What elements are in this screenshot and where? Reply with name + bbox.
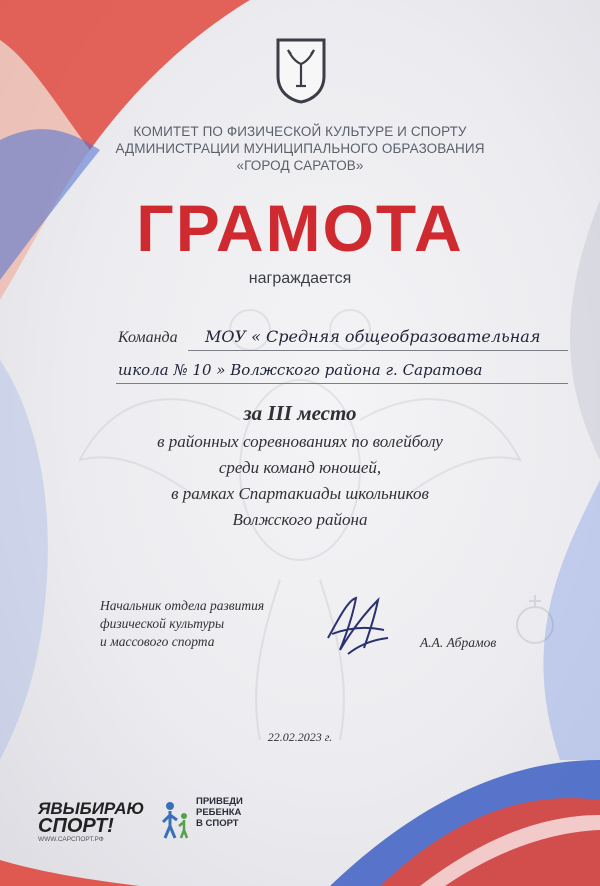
- signature-stamp-icon: [318, 590, 398, 670]
- bring-child-logo-line-2: РЕБЕНКА: [196, 807, 242, 818]
- choose-sport-logo-url: WWW.САРСПОРТ.РФ: [38, 836, 104, 843]
- reason-line-2: среди команд юношей,: [218, 458, 382, 477]
- team-name-line-2: школа № 10 » Волжского района г. Саратова: [118, 361, 483, 379]
- bottom-left-red-ribbon: [0, 860, 140, 886]
- issue-date: 22.02.2023 г.: [267, 730, 333, 744]
- awarded-caption: награждается: [248, 270, 352, 287]
- committee-line-3: «ГОРОД САРАТОВ»: [236, 158, 364, 173]
- signatory-title-line-2: физической культуры: [100, 616, 225, 631]
- committee-line-1: КОМИТЕТ ПО ФИЗИЧЕСКОЙ КУЛЬТУРЕ И СПОРТУ: [133, 124, 467, 139]
- underline-2: [116, 383, 568, 384]
- bring-child-logo: [196, 796, 243, 829]
- certificate-title: ГРАМОТА: [136, 191, 464, 265]
- reason-line-4: Волжского района: [232, 510, 368, 529]
- committee-line-2: АДМИНИСТРАЦИИ МУНИЦИПАЛЬНОГО ОБРАЗОВАНИЯ: [115, 141, 485, 156]
- signatory-name: А.А. Абрамов: [420, 635, 497, 650]
- parent-child-icon: [160, 800, 194, 840]
- choose-sport-logo-line-2: СПОРТ!: [38, 815, 114, 837]
- signatory-title-line-1: Начальник отдела развития: [100, 598, 265, 613]
- reason-line-3: в рамках Спартакиады школьников: [171, 484, 429, 503]
- bring-child-logo-line-3: В СПОРТ: [196, 818, 239, 829]
- choose-sport-logo: [38, 800, 144, 843]
- team-name-line-1: МОУ « Средняя общеобразовательная: [205, 327, 541, 346]
- team-label: Команда: [118, 329, 178, 346]
- saratov-coat-of-arms-icon: [274, 36, 328, 104]
- choose-sport-logo-line-1: ЯВЫБИРАЮ: [38, 799, 145, 818]
- reason-line-1: в районных соревнованиях по волейболу: [157, 432, 443, 451]
- bring-child-logo-line-1: ПРИВЕДИ: [196, 796, 243, 807]
- underline-1: [188, 350, 568, 351]
- signatory-title: [100, 597, 300, 651]
- signatory-title-line-3: и массового спорта: [100, 634, 215, 649]
- place-award: за III место: [243, 401, 357, 425]
